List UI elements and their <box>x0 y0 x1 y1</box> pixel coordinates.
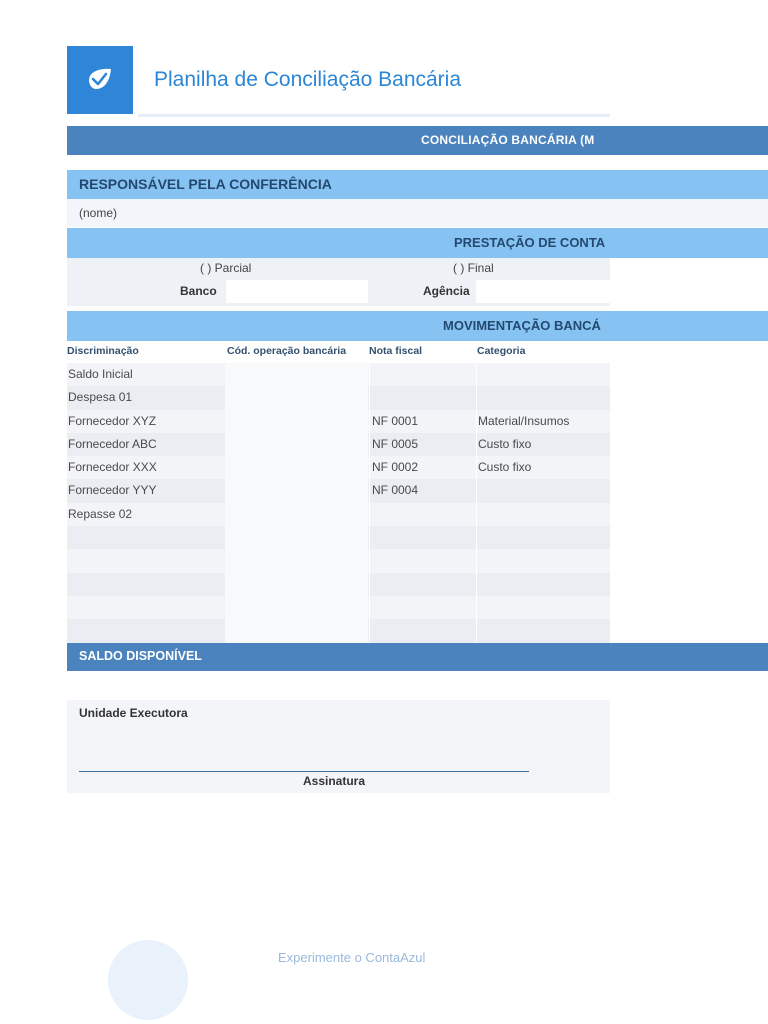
cell-cod-operacao[interactable] <box>225 573 368 596</box>
cell-cod-operacao[interactable] <box>225 410 368 433</box>
table-row <box>67 503 610 526</box>
cell-cod-operacao[interactable] <box>225 433 368 456</box>
prestacao-label: PRESTAÇÃO DE CONTA <box>454 235 606 250</box>
cell-nota-fiscal[interactable]: NF 0005 <box>369 433 478 456</box>
cell-categoria[interactable] <box>476 619 612 642</box>
table-row <box>67 479 610 502</box>
band-title: CONCILIAÇÃO BANCÁRIA (M <box>421 133 595 147</box>
cell-cod-operacao[interactable] <box>225 456 368 479</box>
agencia-label: Agência <box>423 284 470 298</box>
cell-categoria[interactable] <box>476 363 612 386</box>
cell-discriminacao[interactable] <box>67 596 225 619</box>
cell-categoria[interactable] <box>476 479 612 502</box>
footer-link[interactable]: Experimente o ContaAzul <box>278 950 426 965</box>
cell-categoria[interactable]: Custo fixo <box>476 433 612 456</box>
cell-discriminacao[interactable]: Despesa 01 <box>68 390 133 405</box>
cell-categoria[interactable]: Material/Insumos <box>476 410 612 433</box>
cell-nota-fiscal[interactable] <box>369 573 478 596</box>
cell-discriminacao[interactable]: Repasse 02 <box>68 506 133 521</box>
option-final[interactable]: ( ) Final <box>453 261 494 275</box>
column-header: Categoria <box>477 345 526 357</box>
cell-discriminacao[interactable]: Fornecedor YYY <box>68 483 157 498</box>
table-row <box>67 596 610 619</box>
cell-categoria[interactable]: Custo fixo <box>476 456 612 479</box>
option-parcial[interactable]: ( ) Parcial <box>200 261 252 275</box>
title-divider <box>138 114 610 117</box>
table-row <box>67 456 610 479</box>
table-row <box>67 526 610 549</box>
section-band-conciliacao <box>67 126 768 155</box>
cell-categoria[interactable] <box>476 549 612 572</box>
cell-nota-fiscal[interactable]: NF 0002 <box>369 456 478 479</box>
table-row <box>67 573 610 596</box>
column-header: Cód. operação bancária <box>227 345 347 357</box>
cell-cod-operacao[interactable] <box>225 363 368 386</box>
cell-nota-fiscal[interactable] <box>369 619 478 642</box>
footer-badge <box>108 940 188 1020</box>
assinatura-label: Assinatura <box>303 774 366 788</box>
cell-cod-operacao[interactable] <box>225 549 368 572</box>
signature-line[interactable] <box>79 771 529 772</box>
signature-block <box>67 700 610 793</box>
cell-cod-operacao[interactable] <box>225 503 368 526</box>
cell-cod-operacao[interactable] <box>225 526 368 549</box>
saldo-label: SALDO DISPONÍVEL <box>79 649 202 663</box>
cell-nota-fiscal[interactable] <box>369 549 478 572</box>
cell-categoria[interactable] <box>476 573 612 596</box>
table-row <box>67 363 610 386</box>
cell-cod-operacao[interactable] <box>225 596 368 619</box>
cell-nota-fiscal[interactable] <box>369 596 478 619</box>
cell-discriminacao[interactable]: Fornecedor XYZ <box>68 413 157 428</box>
table-header <box>67 341 610 363</box>
responsavel-field[interactable] <box>67 199 768 227</box>
banco-field[interactable] <box>226 280 368 303</box>
cell-nota-fiscal[interactable] <box>369 503 478 526</box>
section-movimentacao <box>67 311 768 341</box>
cell-nota-fiscal[interactable] <box>369 386 478 409</box>
table-row <box>67 386 610 409</box>
table-row <box>67 410 610 433</box>
table-row <box>67 619 610 642</box>
cell-categoria[interactable] <box>476 386 612 409</box>
page-title: Planilha de Conciliação Bancária <box>154 68 462 91</box>
cell-discriminacao[interactable] <box>67 573 225 596</box>
cell-cod-operacao[interactable] <box>225 386 368 409</box>
movimentacao-table <box>67 341 610 643</box>
section-responsavel <box>67 170 768 199</box>
cell-discriminacao[interactable]: Saldo Inicial <box>68 367 133 381</box>
prestacao-body <box>67 258 610 306</box>
cell-discriminacao[interactable]: Fornecedor ABC <box>68 436 157 451</box>
cell-discriminacao[interactable] <box>67 619 225 642</box>
table-row <box>67 433 610 456</box>
cell-discriminacao[interactable] <box>67 526 225 549</box>
cell-discriminacao[interactable] <box>67 549 225 572</box>
column-header: Discriminação <box>67 345 139 357</box>
banco-label: Banco <box>180 284 217 298</box>
leaf-check-icon <box>85 64 115 94</box>
responsavel-value: (nome) <box>79 206 118 220</box>
responsavel-label: RESPONSÁVEL PELA CONFERÊNCIA <box>79 176 332 192</box>
cell-categoria[interactable] <box>476 526 612 549</box>
cell-cod-operacao[interactable] <box>225 619 368 642</box>
movimentacao-label: MOVIMENTAÇÃO BANCÁ <box>443 318 601 333</box>
section-prestacao <box>67 228 768 258</box>
unidade-executora-label: Unidade Executora <box>79 706 188 720</box>
agencia-field[interactable] <box>476 280 610 303</box>
cell-cod-operacao[interactable] <box>225 479 368 502</box>
cell-categoria[interactable] <box>476 596 612 619</box>
cell-discriminacao[interactable]: Fornecedor XXX <box>68 460 157 475</box>
column-header: Nota fiscal <box>369 345 423 357</box>
cell-nota-fiscal[interactable] <box>369 526 478 549</box>
table-row <box>67 549 610 572</box>
brand-logo <box>67 46 133 114</box>
cell-categoria[interactable] <box>476 503 612 526</box>
cell-nota-fiscal[interactable] <box>369 363 478 386</box>
table-body <box>67 363 610 643</box>
section-saldo <box>67 643 768 671</box>
cell-nota-fiscal[interactable]: NF 0004 <box>369 479 478 502</box>
cell-nota-fiscal[interactable]: NF 0001 <box>369 410 478 433</box>
